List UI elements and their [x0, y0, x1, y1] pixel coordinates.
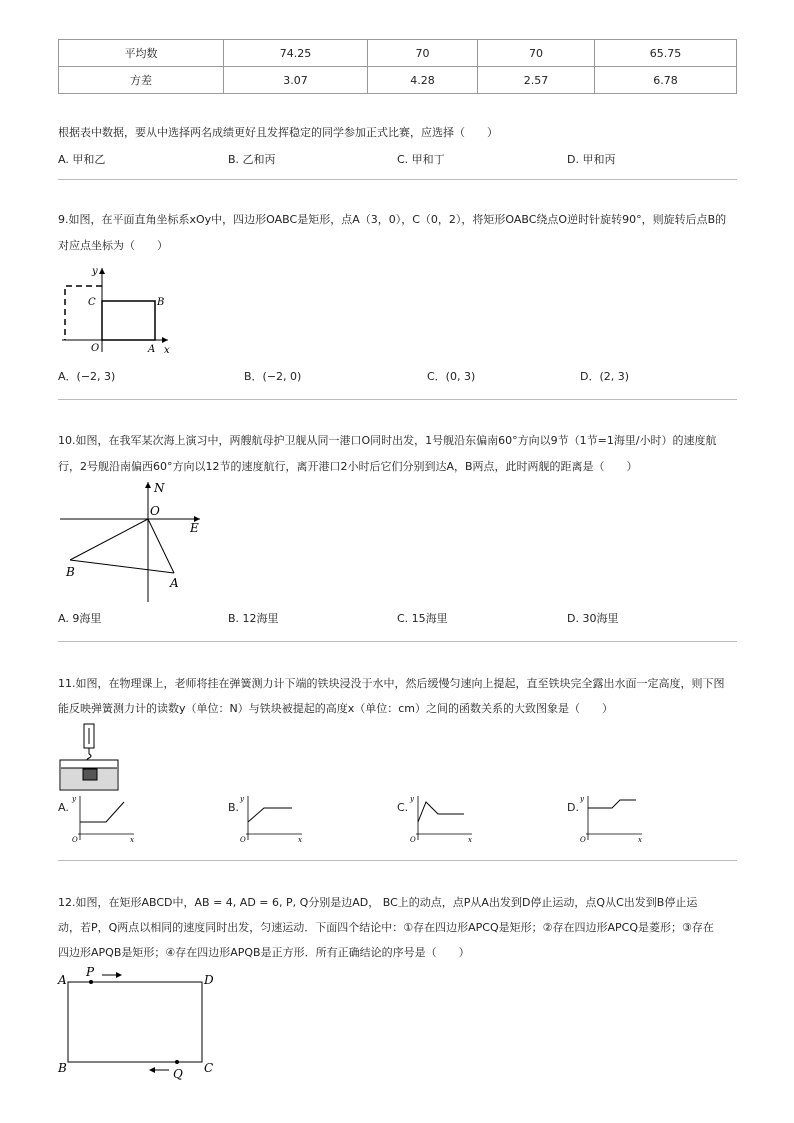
table-cell: 2.57 [478, 67, 595, 94]
q9-label-c: C [88, 297, 96, 308]
q9-figure [58, 262, 178, 356]
q10-label-n: N [154, 481, 165, 495]
scores-table [58, 39, 737, 94]
q11-stem-line1: 11.如图，在物理课上，老师将挂在弹簧测力计下端的铁块浸没于水中，然后缓慢匀速向上提起，直至铁块完全露出水面一定高度，则下图 [58, 677, 725, 690]
table-cell: 平均数 [59, 40, 224, 67]
q9-option-b[interactable]: B．(−2, 0) [244, 370, 302, 383]
q8-option-b[interactable]: B. 乙和丙 [228, 153, 276, 166]
q9-option-a[interactable]: A．(−2, 3) [58, 370, 116, 383]
q11-axis-x: x [638, 836, 642, 844]
q10-option-a[interactable]: A. 9海里 [58, 612, 102, 625]
q11-stem-line2: 能反映弹簧测力计的读数y（单位：N）与铁块被提起的高度x（单位：cm）之间的函数关系的大致图象是（ ） [58, 702, 614, 715]
table-cell: 3.07 [224, 67, 368, 94]
table-cell: 6.78 [595, 67, 737, 94]
divider [58, 179, 737, 180]
q11-axis-o: O [410, 836, 416, 844]
q11-spring-scale-figure [58, 722, 120, 794]
q12-label-d: D [204, 973, 214, 987]
table-row [59, 67, 737, 94]
q9-label-y: y [92, 266, 98, 277]
q10-option-b[interactable]: B. 12海里 [228, 612, 279, 625]
q9-label-a: A [148, 344, 156, 355]
table-cell: 方差 [59, 67, 224, 94]
q12-label-p: P [86, 965, 95, 979]
q10-option-c[interactable]: C. 15海里 [397, 612, 448, 625]
divider [58, 860, 737, 861]
q8-stem: 根据表中数据，要从中选择两名成绩更好且发挥稳定的同学参加正式比赛，应选择（ ） [58, 126, 498, 139]
q10-stem-line2: 行，2号舰沿南偏西60°方向以12节的速度航行，离开港口2小时后它们分别到达A，B两点，此时两舰的距离是（ ） [58, 460, 638, 473]
q8-option-a[interactable]: A. 甲和乙 [58, 153, 106, 166]
table-cell: 70 [368, 40, 478, 67]
q12-stem-line1: 12.如图，在矩形ABCD中，AB = 4, AD = 6, P, Q分别是边AD， BC上的动点，点P从A出发到D停止运动，点Q从C出发到B停止运 [58, 896, 698, 909]
table-cell: 74.25 [224, 40, 368, 67]
q11-axis-y: y [72, 795, 76, 803]
q10-label-a: A [170, 576, 179, 590]
q10-label-o: O [150, 504, 160, 518]
table-cell: 70 [478, 40, 595, 67]
q9-stem-line2: 对应点坐标为（ ） [58, 239, 168, 252]
q11-option-a[interactable]: A. [58, 801, 69, 814]
table-row [59, 40, 737, 67]
q11-option-c[interactable]: C. [397, 801, 409, 814]
q9-label-b: B [157, 297, 165, 308]
q11-graph-a [68, 792, 138, 844]
q10-stem-line1: 10.如图，在我军某次海上演习中，两艘航母护卫舰从同一港口O同时出发，1号舰沿东偏南60°方向以9节（1节=1海里/小时）的速度航 [58, 434, 717, 447]
q9-label-x: x [164, 345, 170, 356]
q11-axis-x: x [468, 836, 472, 844]
q9-label-o: O [91, 343, 100, 354]
q12-stem-line3: 四边形APQB是矩形；④存在四边形APQB是正方形．所有正确结论的序号是（ ） [58, 946, 470, 959]
q9-option-d[interactable]: D．(2, 3) [580, 370, 630, 383]
q10-option-d[interactable]: D. 30海里 [567, 612, 619, 625]
divider [58, 399, 737, 400]
q12-label-a: A [58, 973, 67, 987]
q10-label-b: B [66, 565, 75, 579]
q11-graph-c [406, 792, 476, 844]
q12-label-c: C [204, 1061, 214, 1075]
q11-graph-d [576, 792, 646, 844]
q11-graph-b [236, 792, 306, 844]
q11-axis-o: O [240, 836, 246, 844]
q8-option-c[interactable]: C. 甲和丁 [397, 153, 445, 166]
q11-axis-o: O [580, 836, 586, 844]
q11-axis-y: y [410, 795, 414, 803]
q9-option-c[interactable]: C．(0, 3) [427, 370, 476, 383]
q10-figure [58, 478, 208, 606]
q11-axis-y: y [580, 795, 584, 803]
q11-option-d[interactable]: D. [567, 801, 579, 814]
q11-axis-x: x [298, 836, 302, 844]
q11-axis-y: y [240, 795, 244, 803]
q11-axis-o: O [72, 836, 78, 844]
table-cell: 4.28 [368, 67, 478, 94]
q12-stem-line2: 动，若P，Q两点以相同的速度同时出发，匀速运动．下面四个结论中：①存在四边形APCQ是矩形；②存在四边形APCQ是菱形；③存在 [58, 921, 714, 934]
q12-figure [56, 964, 226, 1082]
q12-label-q: Q [173, 1067, 183, 1081]
q11-option-b[interactable]: B. [228, 801, 240, 814]
q11-axis-x: x [130, 836, 134, 844]
table-cell: 65.75 [595, 40, 737, 67]
divider [58, 641, 737, 642]
q9-stem-line1: 9.如图，在平面直角坐标系xOy中，四边形OABC是矩形，点A（3，0），C（0，2），将矩形OABC绕点O逆时针旋转90°，则旋转后点B的 [58, 213, 727, 226]
q8-option-d[interactable]: D. 甲和丙 [567, 153, 616, 166]
q12-label-b: B [58, 1061, 67, 1075]
q10-label-e: E [190, 521, 199, 535]
